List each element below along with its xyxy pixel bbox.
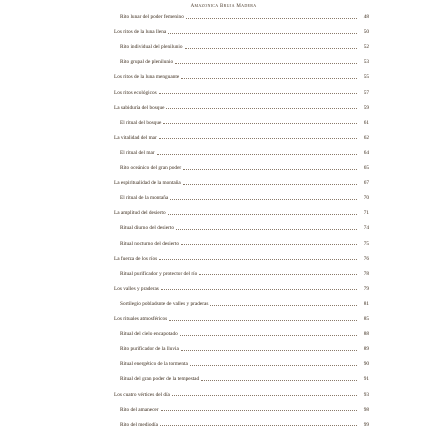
- toc-subsection-entry: [120, 269, 369, 277]
- toc-page-number: 55: [363, 74, 369, 81]
- toc-entry-title: Ritual purificador y protector del río: [120, 270, 198, 277]
- toc-entry-title: Los ritos ecológicos: [114, 89, 157, 96]
- toc-subsection-entry: [120, 299, 369, 307]
- toc-section-entry: [114, 314, 369, 322]
- dot-leader: [181, 350, 357, 351]
- toc-page-number: 64: [363, 149, 369, 156]
- toc-subsection-entry: [120, 12, 369, 20]
- dot-leader: [160, 425, 357, 426]
- dot-leader: [183, 169, 357, 170]
- toc-page-number: 74: [363, 225, 369, 232]
- toc-page-number: 93: [363, 391, 369, 398]
- dot-leader: [161, 289, 357, 290]
- toc-page-number: 79: [363, 285, 369, 292]
- toc-page-number: 50: [363, 29, 369, 36]
- dot-leader: [199, 274, 357, 275]
- toc-entry-title: Rito oceánico del gran poder: [120, 165, 182, 171]
- toc-entry-title: El ritual del mar: [120, 149, 155, 156]
- toc-page-number: 85: [363, 316, 369, 322]
- toc-page-number: 53: [363, 59, 369, 66]
- toc-subsection-entry: [120, 57, 369, 65]
- toc-entry-title: El ritual de la montaña: [120, 195, 169, 202]
- toc-page-number: 65: [363, 165, 369, 171]
- toc-subsection-entry: [120, 223, 369, 231]
- toc-entry-title: La sabiduría del bosque: [114, 104, 165, 111]
- toc-entry-title: La vitalidad del mar: [114, 134, 157, 141]
- toc-page-number: 52: [363, 44, 369, 51]
- toc-subsection-entry: [120, 405, 369, 413]
- toc-entry-title: Ritual del cielo encapotado: [120, 331, 178, 338]
- dot-leader: [176, 229, 357, 230]
- dot-leader: [159, 93, 357, 94]
- toc-entry-title: Ritual del gran poder de la tempestad: [120, 376, 200, 383]
- dot-leader: [186, 18, 357, 19]
- dot-leader: [210, 305, 357, 306]
- toc-section-entry: [114, 284, 369, 292]
- toc-section-entry: [114, 133, 369, 141]
- toc-section-entry: [114, 27, 369, 35]
- dot-leader: [181, 244, 357, 245]
- toc-section-entry: [114, 178, 369, 186]
- toc-subsection-entry: [120, 193, 369, 201]
- toc-page-number: 88: [363, 331, 369, 338]
- toc-entry-title: Sortilegio pobladsnte de valles y praderas: [120, 300, 209, 307]
- dot-leader: [168, 214, 357, 215]
- toc-entry-title: Rito lunar del poder femenino: [120, 14, 184, 20]
- toc-entry-title: La fuerza de los ríos: [114, 255, 158, 262]
- toc-page-number: 81: [363, 300, 369, 307]
- toc-section-entry: [114, 103, 369, 111]
- dot-leader: [159, 138, 357, 139]
- toc-page-number: 99: [363, 421, 369, 428]
- toc-subsection-entry: [120, 239, 369, 247]
- toc-page-number: 62: [363, 134, 369, 141]
- toc-subsection-entry: [120, 420, 369, 428]
- dot-leader: [170, 199, 357, 200]
- toc-subsection-entry: [120, 163, 369, 171]
- toc-entry-title: Los cuatro vértices del día: [114, 391, 170, 398]
- toc-entry-title: Los ritos de la luna llena: [114, 29, 167, 36]
- toc-subsection-entry: [120, 42, 369, 50]
- toc-entry-title: La amplitud del desierto: [114, 210, 166, 217]
- toc-page-number: 78: [363, 270, 369, 277]
- dot-leader: [166, 108, 357, 109]
- toc-page-number: 75: [363, 240, 369, 247]
- dot-leader: [201, 380, 357, 381]
- toc-subsection-entry: [120, 359, 369, 367]
- toc-page-number: 91: [363, 376, 369, 383]
- toc-page-number: 48: [363, 14, 369, 20]
- toc-page-number: 67: [363, 180, 369, 187]
- toc-page-number: 57: [363, 89, 369, 96]
- dot-leader: [168, 33, 357, 34]
- toc-entry-title: Los rituales atmosféricos: [114, 316, 168, 322]
- toc-section-entry: [114, 390, 369, 398]
- toc-page-number: 90: [363, 361, 369, 368]
- dot-leader: [180, 335, 357, 336]
- toc-section-entry: [114, 208, 369, 216]
- toc-entry-title: Rito del amanecer: [120, 406, 159, 413]
- toc-page-number: 70: [363, 195, 369, 202]
- toc-entry-title: Ritual energético de la tormenta: [120, 361, 188, 368]
- toc-page-number: 98: [363, 406, 369, 413]
- toc-section-entry: [114, 254, 369, 262]
- toc-subsection-entry: [120, 344, 369, 352]
- toc-entry-title: Ritual nocturno del desierto: [120, 240, 179, 247]
- toc-page-number: 89: [363, 346, 369, 353]
- toc-entry-title: Rito purificador de la lluvia: [120, 346, 179, 353]
- dot-leader: [163, 123, 357, 124]
- dot-leader: [190, 365, 357, 366]
- dot-leader: [172, 395, 357, 396]
- toc-entry-title: La espiritualidad de la montaña: [114, 180, 181, 187]
- dot-leader: [175, 63, 357, 64]
- toc-entry-title: Los ritos de la luna menguante: [114, 74, 180, 81]
- dot-leader: [169, 320, 357, 321]
- toc-subsection-entry: [120, 118, 369, 126]
- dot-leader: [181, 78, 357, 79]
- toc-page-number: 76: [363, 255, 369, 262]
- toc-entry-title: Los valles y praderas: [114, 285, 159, 292]
- toc-subsection-entry: [120, 329, 369, 337]
- toc-entry-title: Rito grupal de plenilunio: [120, 59, 174, 66]
- dot-leader: [161, 410, 357, 411]
- toc-subsection-entry: [120, 374, 369, 382]
- toc-section-entry: [114, 88, 369, 96]
- dot-leader: [157, 154, 357, 155]
- dot-leader: [183, 184, 357, 185]
- toc-entry-title: Rito individual del plenilunio: [120, 44, 183, 51]
- toc-entry-title: El ritual del bosque: [120, 119, 162, 126]
- toc-section-entry: [114, 72, 369, 80]
- dot-leader: [159, 259, 357, 260]
- toc-subsection-entry: [120, 148, 369, 156]
- toc-entry-title: Ritual diurno del desierto: [120, 225, 174, 232]
- toc-page-number: 59: [363, 104, 369, 111]
- dot-leader: [185, 48, 357, 49]
- toc-page-number: 61: [363, 119, 369, 126]
- running-header: Amazonica Bruja Madera: [190, 4, 257, 9]
- toc-page-number: 71: [363, 210, 369, 217]
- toc-entry-title: Rito del mediodía: [120, 421, 158, 428]
